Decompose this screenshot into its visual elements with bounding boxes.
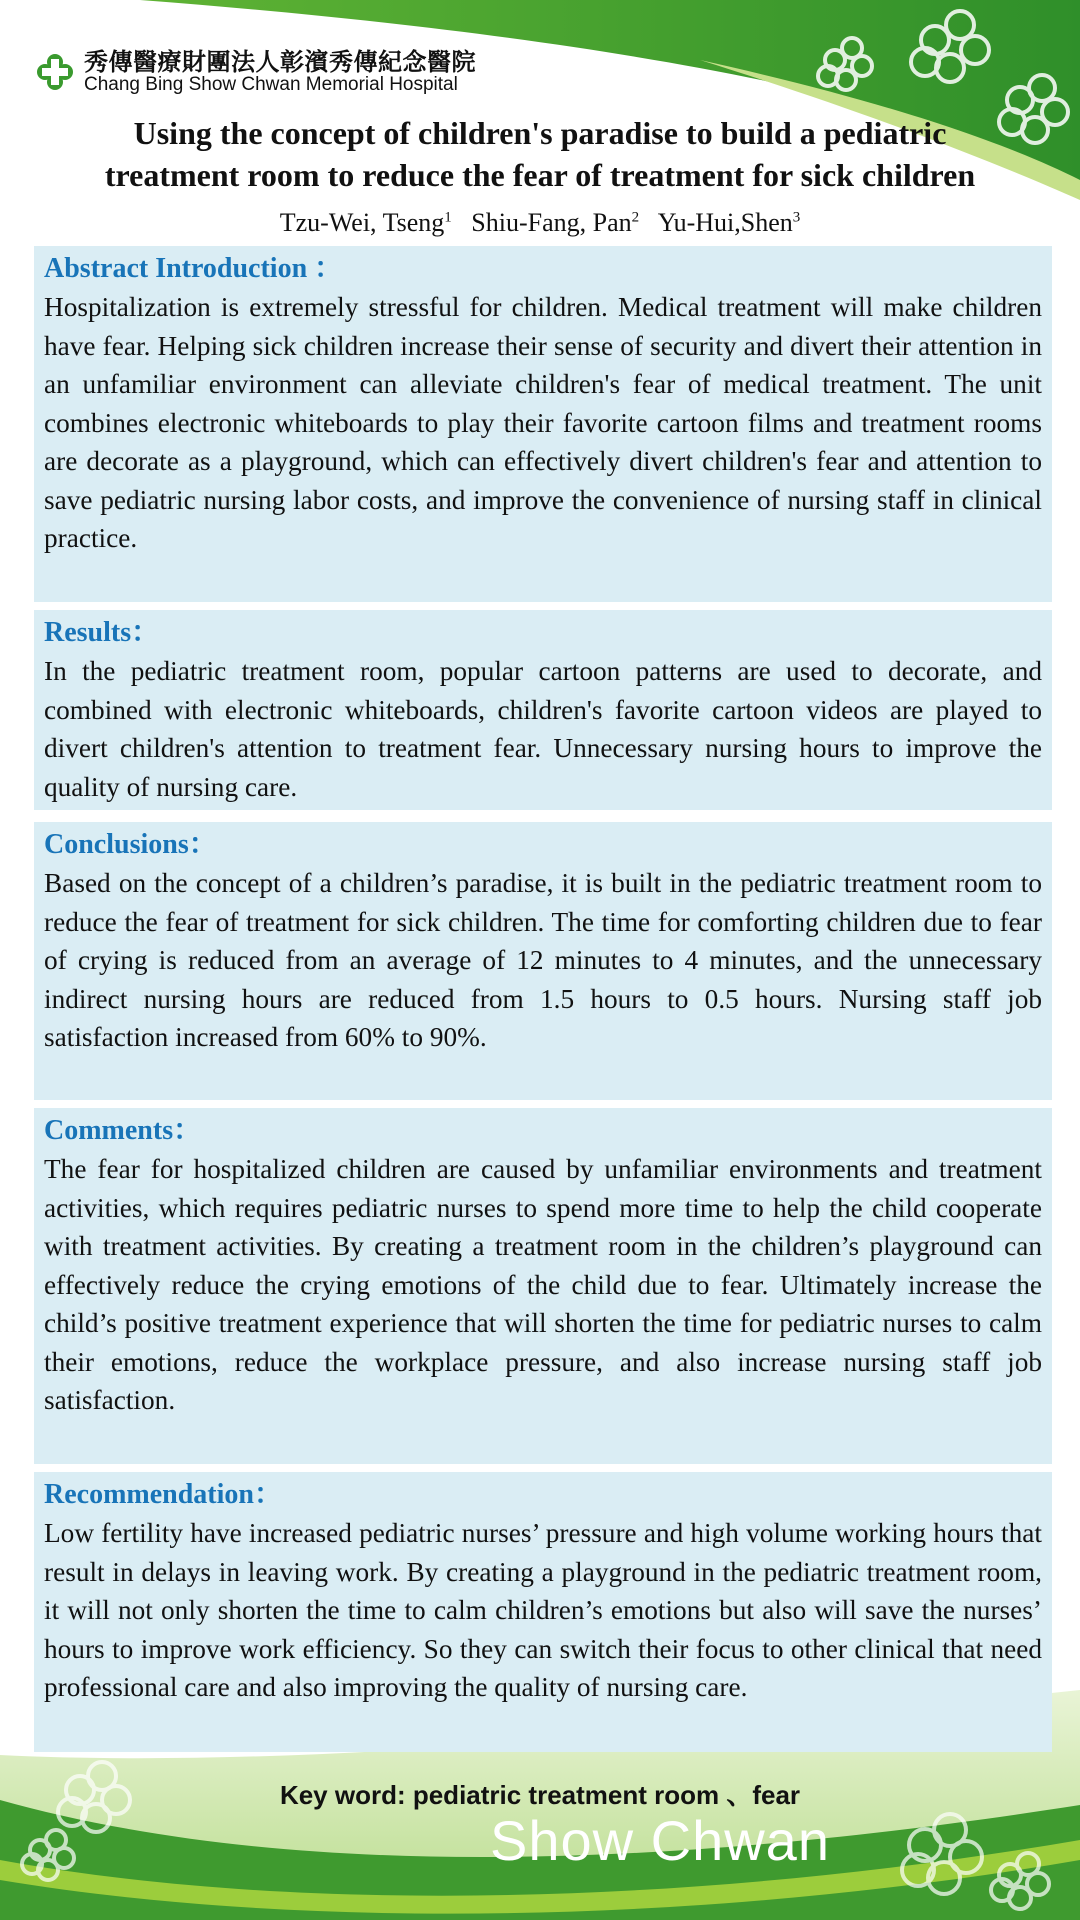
section-abstract — [34, 246, 1052, 602]
hospital-logo-icon — [34, 51, 76, 93]
section-body: The fear for hospitalized children are caused by unfamiliar environments and treatment activities, which requires pediatric nurses to spend more time to help the child cooperate with treatment activities. By creating a treatment room in the children’s playground can effectively reduce the crying emotions of the child due to fear. Ultimately increase the child’s positive treatment experience that will shorten the time for pediatric nurses to calm their emotions, reduce the workplace pressure, and also increase nursing staff job satisfaction. — [44, 1154, 1042, 1415]
section-recommendation — [34, 1472, 1052, 1752]
section-comments — [34, 1108, 1052, 1464]
author-name: Tzu-Wei, Tseng — [279, 208, 445, 237]
keywords: Key word: pediatric treatment room 、fear — [279, 1780, 801, 1810]
section-results — [34, 610, 1052, 810]
hospital-name — [84, 49, 476, 95]
author-name: Shiu-Fang, Pan — [471, 208, 632, 237]
section-body: In the pediatric treatment room, popular cartoon patterns are used to decorate, and combined with electronic whiteboards, children's favorite cartoon videos are played to divert children's attention to treatment fear. Unnecessary nursing hours to improve the quality of nursing care. — [44, 656, 1042, 802]
section-title: Recommendation： — [44, 1479, 282, 1510]
author-name: Yu-Hui,Shen — [657, 208, 793, 237]
section-title: Abstract Introduction ： — [44, 253, 343, 284]
hospital-name-en: Chang Bing Show Chwan Memorial Hospital — [84, 74, 458, 95]
author-affiliation: 3 — [792, 209, 801, 226]
section-conclusions — [34, 822, 1052, 1100]
poster-title — [40, 112, 1040, 196]
poster-title-line-1: Using the concept of children's paradise to build a pediatric — [133, 115, 947, 151]
author-affiliation: 1 — [444, 209, 452, 226]
section-body: Based on the concept of a children’s paradise, it is built in the pediatric treatment room to reduce the fear of treatment for sick children. The time for comforting children due to fear of crying is reduced from an average of 12 minutes to 4 minutes, and the unnecessary indirect nursing hours are reduced from 1.5 hours to 0.5 hours. Nursing staff job satisfaction increased from 60% to 90%. — [44, 868, 1042, 1052]
section-title: Comments： — [44, 1115, 202, 1146]
section-body: Low fertility have increased pediatric nurses’ pressure and high volume working hours that result in delays in leaving work. By creating a playground in the pediatric treatment room, it will not only shorten the time to calm children’s emotions but also will save the nurses’ hours to improve work efficiency. So they can switch their focus to other clinical that need professional care and also improving the quality of nursing care. — [44, 1518, 1042, 1702]
brand-wordmark: Show Chwan — [490, 1809, 830, 1872]
author-list — [0, 208, 1080, 238]
section-title: Results： — [44, 617, 160, 648]
hospital-logo — [34, 48, 476, 96]
poster-title-line-2: treatment room to reduce the fear of treatment for sick children — [104, 157, 976, 193]
section-title: Conclusions： — [44, 829, 217, 860]
author-affiliation: 2 — [631, 209, 640, 226]
section-body: Hospitalization is extremely stressful for children. Medical treatment will make children have fear. Helping sick children increase their sense of security and divert their attention in an unfamiliar environment can alleviate children's fear of medical treatment. The unit combines electronic whiteboards to play their favorite cartoon films and treatment rooms are decorate as a playground, which can effectively divert children's fear and attention to save pediatric nursing labor costs, and improve the convenience of nursing staff in clinical practice. — [44, 292, 1042, 553]
hospital-name-zh: 秀傳醫療財團法人彰濱秀傳紀念醫院 — [84, 48, 476, 76]
